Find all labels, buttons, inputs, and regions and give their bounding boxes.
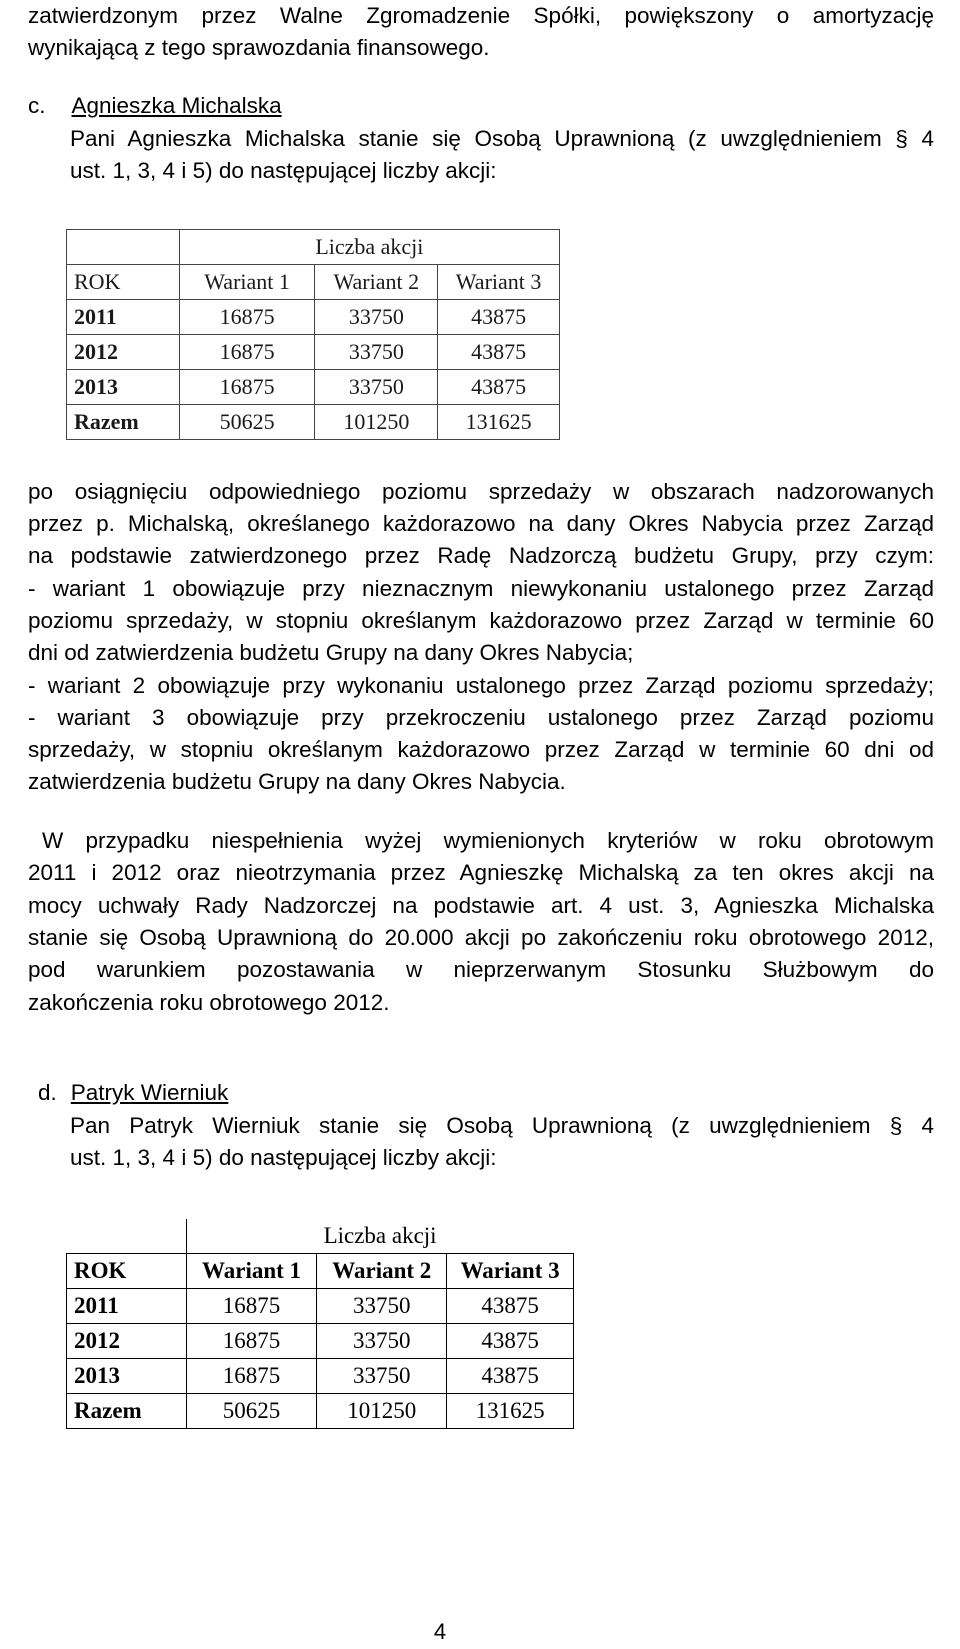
table-cell: 33750 [317, 1359, 447, 1394]
table-row-label: Razem [67, 1394, 187, 1429]
section-c-heading [28, 90, 934, 123]
table-header-cell: Wariant 2 [317, 1254, 447, 1289]
table-header-cell: Wariant 2 [315, 265, 438, 300]
table-cell: 33750 [317, 1289, 447, 1324]
table-empty-cell [67, 230, 180, 265]
table-cell: 101250 [315, 405, 438, 440]
table-cell: 43875 [447, 1289, 574, 1324]
table-cell: 16875 [186, 1359, 317, 1394]
section-d-name: Patryk Wierniuk [70, 1080, 229, 1105]
table-header-row [67, 265, 560, 300]
intro-line-2: wynikającą z tego sprawozdania finansowego. [28, 35, 490, 60]
table-total-row [67, 1394, 574, 1429]
default-line-4: stanie się Osobą Uprawnioną do 20.000 akcji po zakończeniu roku obrotowego 2012, [28, 925, 934, 950]
table-cell: 33750 [317, 1324, 447, 1359]
table-row-label: 2013 [67, 1359, 187, 1394]
conditions-line-6: dni od zatwierdzenia budżetu Grupy na dany Okres Nabycia; [28, 640, 634, 665]
table-cell: 131625 [438, 405, 560, 440]
table-cell: 33750 [315, 335, 438, 370]
table-row-label: 2011 [67, 1289, 187, 1324]
default-line-1: W przypadku niespełnienia wyżej wymienionych kryteriów w roku obrotowym [42, 828, 934, 853]
table-header-cell: Wariant 3 [438, 265, 560, 300]
table-cell: 16875 [179, 335, 315, 370]
table-row-label: 2012 [67, 335, 180, 370]
section-d-marker: d. [38, 1080, 57, 1105]
table-group-header: Liczba akcji [179, 230, 559, 265]
table-group-header: Liczba akcji [186, 1219, 573, 1254]
conditions-line-7: - wariant 2 obowiązuje przy wykonaniu ustalonego przez Zarząd poziomu sprzedaży; [28, 673, 934, 698]
shares-table-d [66, 1219, 574, 1429]
table-row [67, 335, 560, 370]
table-row [67, 370, 560, 405]
conditions-line-2: przez p. Michalską, określanego każdorazowo na dany Okres Nabycia przez Zarząd [28, 511, 934, 536]
table-row-label: Razem [67, 405, 180, 440]
conditions-line-5: poziomu sprzedaży, w stopniu określanym każdorazowo przez Zarząd w terminie 60 [28, 608, 934, 633]
table-row [67, 230, 560, 265]
table-cell: 16875 [179, 370, 315, 405]
table-cell: 101250 [317, 1394, 447, 1429]
table-cell: 33750 [315, 300, 438, 335]
default-line-2: 2011 i 2012 oraz nieotrzymania przez Agnieszkę Michalską za ten okres akcji na [28, 860, 934, 885]
table-row [67, 1359, 574, 1394]
table-cell: 16875 [186, 1289, 317, 1324]
section-c-name: Agnieszka Michalska [71, 93, 282, 118]
conditions-line-4: - wariant 1 obowiązuje przy nieznacznym niewykonaniu ustalonego przez Zarząd [28, 576, 934, 601]
table-row [67, 1219, 574, 1254]
table-header-year: ROK [67, 1254, 187, 1289]
table-cell: 43875 [438, 300, 560, 335]
table-cell: 33750 [315, 370, 438, 405]
table-header-cell: Wariant 1 [179, 265, 315, 300]
section-c-para-line-2: ust. 1, 3, 4 i 5) do następującej liczby akcji: [70, 158, 497, 183]
shares-table-c [66, 229, 560, 440]
table-row-label: 2012 [67, 1324, 187, 1359]
table-cell: 16875 [186, 1324, 317, 1359]
table-row [67, 1289, 574, 1324]
table-row [67, 1324, 574, 1359]
default-line-6: zakończenia roku obrotowego 2012. [28, 990, 390, 1015]
default-line-5: pod warunkiem pozostawania w nieprzerwanym Stosunku Służbowym do [28, 957, 934, 982]
conditions-line-1: po osiągnięciu odpowiedniego poziomu sprzedaży w obszarach nadzorowanych [28, 479, 934, 504]
table-header-cell: Wariant 3 [447, 1254, 574, 1289]
table-cell: 43875 [438, 335, 560, 370]
table-cell: 43875 [447, 1359, 574, 1394]
table-row [67, 300, 560, 335]
section-d-para-line-1: Pan Patryk Wierniuk stanie się Osobą Uprawnioną (z uwzględnieniem § 4 [70, 1113, 934, 1138]
conditions-line-10: zatwierdzenia budżetu Grupy na dany Okres Nabycia. [28, 769, 566, 794]
page-number: 4 [433, 1619, 447, 1644]
conditions-line-3: na podstawie zatwierdzonego przez Radę Nadzorczą budżetu Grupy, przy czym: [28, 543, 934, 568]
table-cell: 43875 [438, 370, 560, 405]
section-d-para-line-2: ust. 1, 3, 4 i 5) do następującej liczby akcji: [70, 1145, 497, 1170]
table-cell: 131625 [447, 1394, 574, 1429]
table-cell: 50625 [179, 405, 315, 440]
section-d-heading [38, 1077, 944, 1110]
table-row-label: 2011 [67, 300, 180, 335]
table-header-year: ROK [67, 265, 180, 300]
conditions-line-8: - wariant 3 obowiązuje przy przekroczeniu ustalonego przez Zarząd poziomu [28, 705, 934, 730]
conditions-line-9: sprzedaży, w stopniu określanym każdorazowo przez Zarząd w terminie 60 dni od [28, 737, 934, 762]
table-row-label: 2013 [67, 370, 180, 405]
table-cell: 43875 [447, 1324, 574, 1359]
section-c-marker: c. [28, 93, 46, 118]
table-header-row [67, 1254, 574, 1289]
table-header-cell: Wariant 1 [186, 1254, 317, 1289]
default-line-3: mocy uchwały Rady Nadzorczej na podstawie art. 4 ust. 3, Agnieszka Michalska [28, 893, 934, 918]
section-c-para-line-1: Pani Agnieszka Michalska stanie się Osobą Uprawnioną (z uwzględnieniem § 4 [70, 126, 934, 151]
table-cell: 50625 [186, 1394, 317, 1429]
table-total-row [67, 405, 560, 440]
table-empty-cell [67, 1219, 187, 1254]
table-cell: 16875 [179, 300, 315, 335]
intro-line-1: zatwierdzonym przez Walne Zgromadzenie Spółki, powiększony o amortyzację [28, 3, 934, 28]
